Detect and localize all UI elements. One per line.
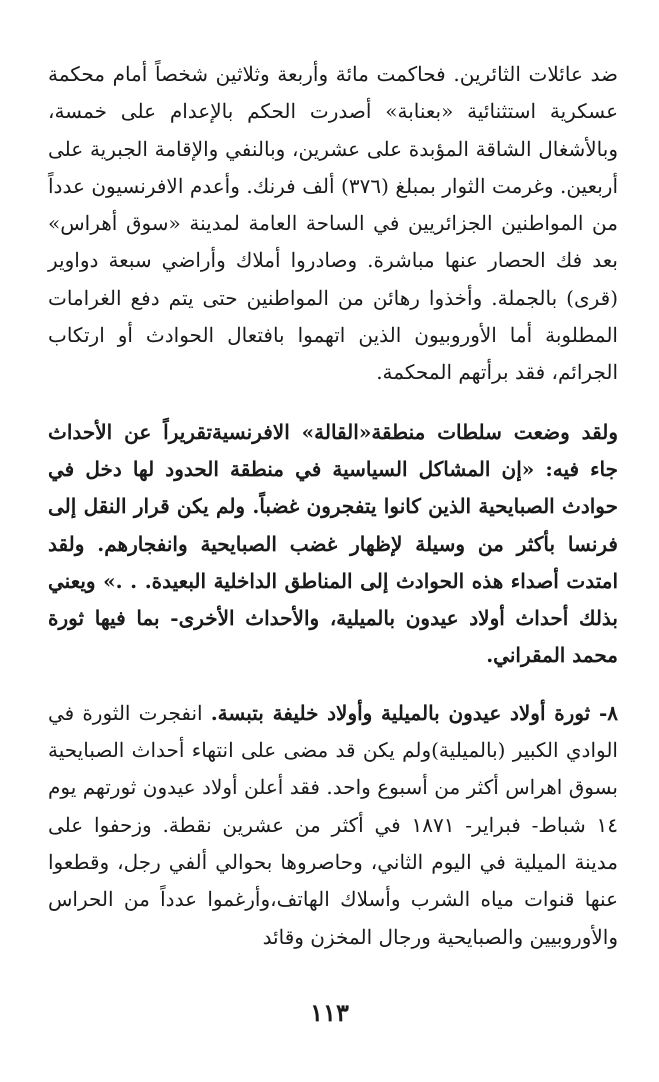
paragraph-awlad-aidoun-revolt bbox=[48, 695, 618, 956]
paragraph-qala-report bbox=[48, 414, 618, 675]
paragraph-text: ولقد وضعت سلطات منطقة«القالة» الافرنسيةتقريراً عن الأحداث جاء فيه: «إن المشاكل السياسية في منطقة الحدود لها دخل في حوادث الصبايحية الذين كانوا يتفجرون غضباً. ولم يكن قرار النقل إلى فرنسا بأكثر من وسيلة لإظهار غضب الصبايحية وانفجارهم. ولقد امتدت أصداء هذه الحوادث إلى المناطق الداخلية البعيدة. . .» ويعني بذلك أحداث أولاد عيدون بالميلية، والأحداث الأخرى- بما فيها ثورة محمد المقراني. bbox=[48, 419, 618, 668]
section-heading: ٨- ثورة أولاد عيدون بالميلية وأولاد خليفة بتبسة. bbox=[210, 700, 618, 725]
paragraph-text bbox=[48, 695, 618, 956]
paragraph-sentences-reprisals bbox=[48, 56, 618, 392]
page-number: ١١٣ bbox=[310, 998, 349, 1027]
paragraph-text: ضد عائلات الثائرين. فحاكمت مائة وأربعة وثلاثين شخصاً أمام محكمة عسكرية استثنائية «بعنابة» أصدرت الحكم بالإعدام على خمسة، وبالأشغال الشاقة المؤبدة على عشرين، وبالنفي والإقامة الجبرية على أربعين. وغرمت الثوار بمبلغ (٣٧٦) ألف فرنك. وأعدم الافرنسيون عدداً من المواطنين الجزائريين في الساحة العامة لمدينة «سوق أهراس» بعد فك الحصار عنها مباشرة. وصادروا أملاك وأراضي سبعة دواوير (قرى) بالجملة. وأخذوا رهائن من المواطنين حتى يتم دفع الغرامات المطلوبة أما الأوروبيون الذين اتهموا بافتعال الحوادث أو ارتكاب الجرائم، فقد برأتهم المحكمة. bbox=[48, 62, 619, 385]
section-body: انفجرت الثورة في الوادي الكبير (بالميلية)ولم يكن قد مضى على انتهاء أحداث الصبايحية بسوق اهراس أكثر من أسبوع واحد. فقد أعلن أولاد عيدون ثورتهم يوم ١٤ شباط- فبراير- ١٨٧١ في أكثر من عشرين نقطة. وزحفوا على مدينة الميلية في اليوم الثاني، وحاصروها بحوالي ألفي رجل، وقطعوا عنها قنوات مياه الشرب وأسلاك الهاتف،وأرغموا عدداً من الحراس والأوروبيين والصبايحية ورجال المخزن وقائد bbox=[48, 700, 618, 949]
book-page bbox=[48, 56, 618, 956]
